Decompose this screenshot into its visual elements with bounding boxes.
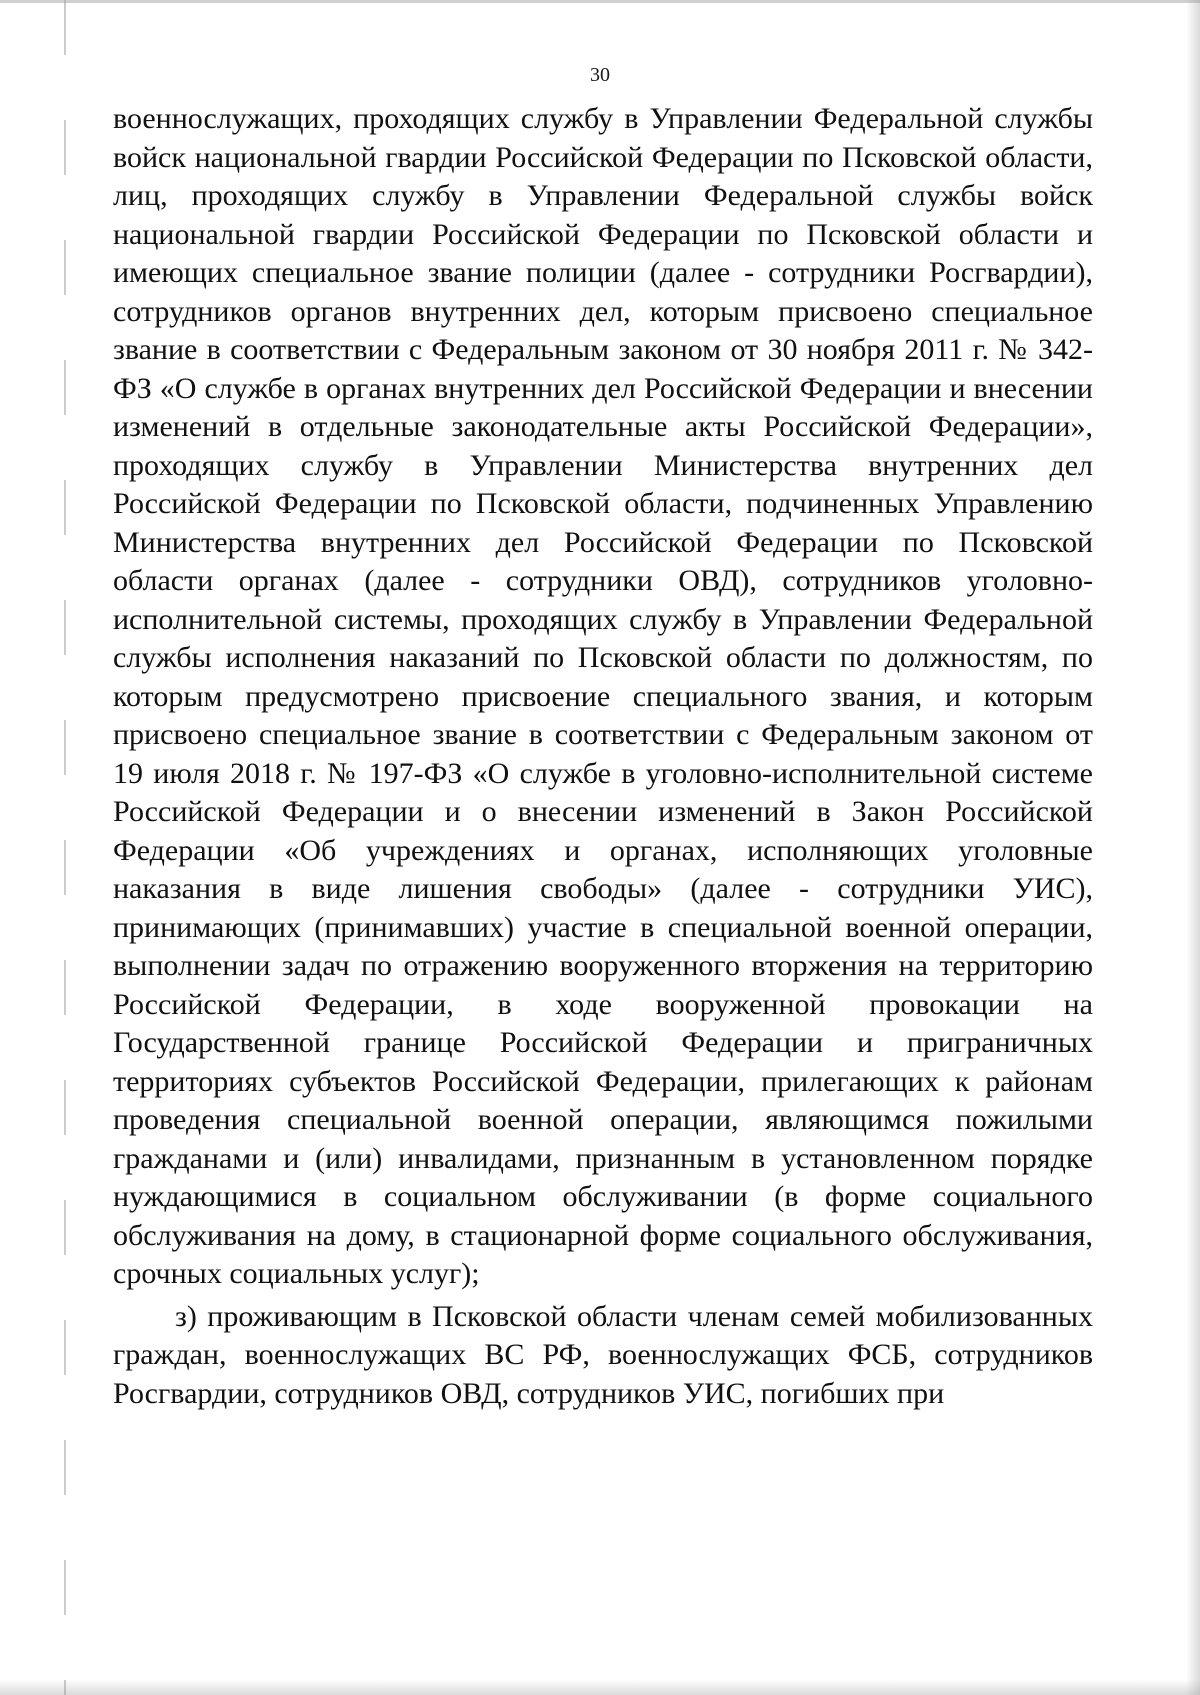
document-body — [113, 100, 1093, 1413]
scan-top-edge — [0, 0, 1200, 3]
body-paragraph-continuation: военнослужащих, проходящих службу в Управлении Федеральной службы войск национальной гвардии Российской Федерации по Псковской области, лиц, проходящих службу в Управлении Федеральной службы войск национальной гвардии Российской Федерации по Псковской области и имеющих специальное звание полиции (далее - сотрудники Росгвардии), сотрудников органов внутренних дел, которым присвоено специальное звание в соответствии с Федеральным законом от 30 ноября 2011 г. № 342-ФЗ «О службе в органах внутренних дел Российской Федерации и внесении изменений в отдельные законодательные акты Российской Федерации», проходящих службу в Управлении Министерства внутренних дел Российской Федерации по Псковской области, подчиненных Управлению Министерства внутренних дел Российской Федерации по Псковской области органах (далее - сотрудники ОВД), сотрудников уголовно-исполнительной системы, проходящих службу в Управлении Федеральной службы исполнения наказаний по Псковской области по должностям, по которым предусмотрено присвоение специального звания, и которым присвоено специальное звание в соответствии с Федеральным законом от 19 июля 2018 г. № 197-ФЗ «О службе в уголовно-исполнительной системе Российской Федерации и о внесении изменений в Закон Российской Федерации «Об учреждениях и органах, исполняющих уголовные наказания в виде лишения свободы» (далее - сотрудники УИС), принимающих (принимавших) участие в специальной военной операции, выполнении задач по отражению вооруженного вторжения на территорию Российской Федерации, в ходе вооруженной провокации на Государственной границе Российской Федерации и приграничных территориях субъектов Российской Федерации, прилегающих к районам проведения специальной военной операции, являющимся пожилыми гражданами и (или) инвалидами, признанным в установленном порядке нуждающимися в социальном обслуживании (в форме социального обслуживания на дому, в стационарной форме социального обслуживания, срочных социальных услуг); — [113, 102, 1093, 1290]
page-number: 30 — [590, 64, 610, 86]
scan-binding-marks — [64, 0, 66, 1695]
scan-bottom-shadow — [0, 1679, 1200, 1695]
body-paragraph-item-z: з) проживающим в Псковской области членам семей мобилизованных граждан, военнослужащих ВС РФ, военнослужащих ФСБ, сотрудников Росгвардии, сотрудников ОВД, сотрудников УИС, погибших при — [113, 1299, 1093, 1410]
scan-right-shadow — [1186, 0, 1200, 1695]
